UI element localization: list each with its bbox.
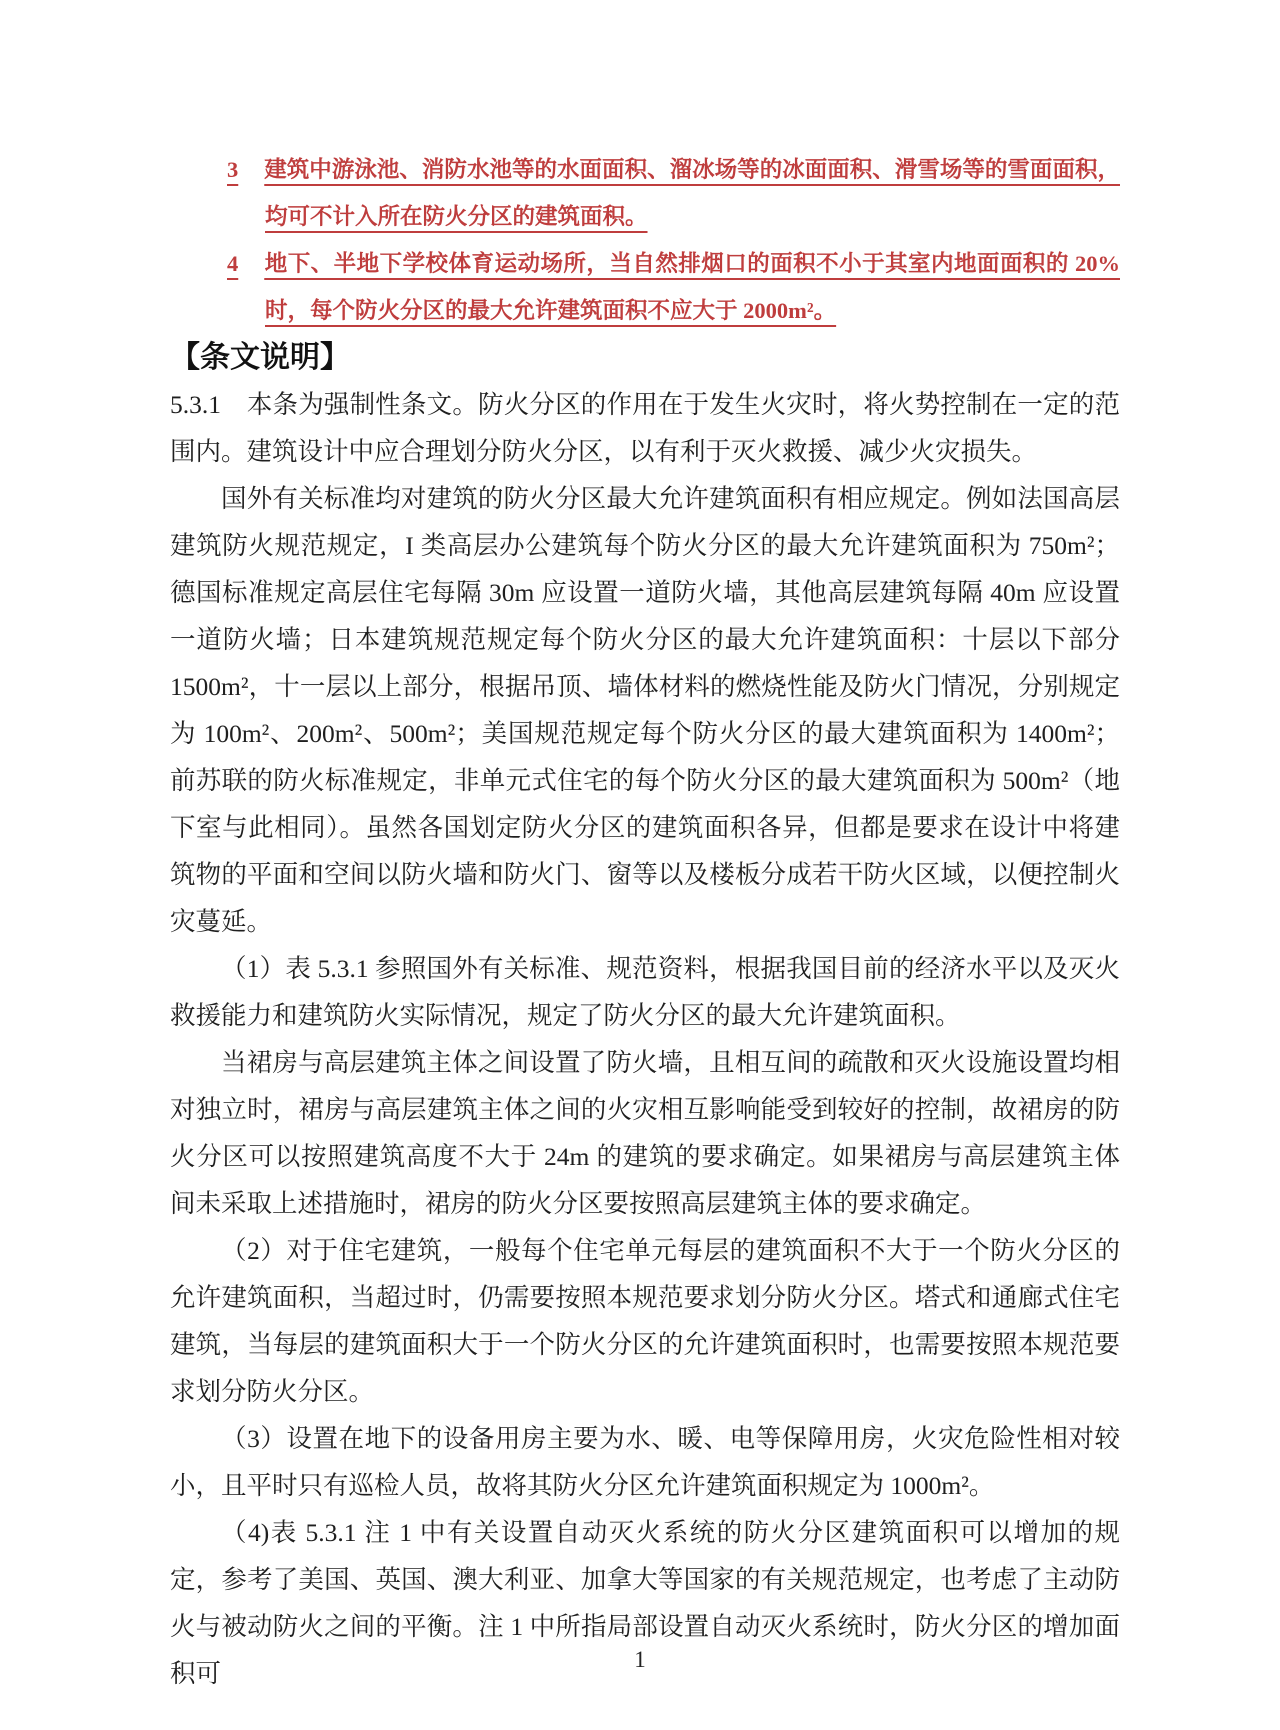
page-number: 1	[634, 1647, 646, 1672]
item-text: 地下、半地下学校体育运动场所，当自然排烟口的面积不小于其室内地面面积的 20%时，每个防火分区的最大允许建筑面积不应大于 2000m²。	[264, 251, 1120, 323]
amendment-item-3	[170, 146, 1120, 240]
clause-paragraph-6: （3）设置在地下的设备用房主要为水、暖、电等保障用房，火灾危险性相对较小，且平时只有巡检人员，故将其防火分区允许建筑面积规定为 1000m²。	[170, 1424, 1120, 1500]
clause-paragraph-5: （2）对于住宅建筑，一般每个住宅单元每层的建筑面积不大于一个防火分区的允许建筑面积，当超过时，仍需要按照本规范要求划分防火分区。塔式和通廊式住宅建筑，当每层的建筑面积大于一个防火分区的允许建筑面积时，也需要按照本规范要求划分防火分区。	[170, 1236, 1120, 1406]
clause-paragraph-3: （1）表 5.3.1 参照国外有关标准、规范资料，根据我国目前的经济水平以及灭火救援能力和建筑防火实际情况，规定了防火分区的最大允许建筑面积。	[170, 954, 1120, 1030]
item-number: 3	[227, 157, 239, 182]
item-number: 4	[227, 251, 239, 276]
item-text: 建筑中游泳池、消防水池等的水面面积、溜冰场等的冰面面积、滑雪场等的雪面面积，均可不计入所在防火分区的建筑面积。	[264, 157, 1120, 229]
amendment-item-4	[170, 240, 1120, 334]
clause-paragraph-7: （4)表 5.3.1 注 1 中有关设置自动灭火系统的防火分区建筑面积可以增加的规定，参考了美国、英国、澳大利亚、加拿大等国家的有关规范规定，也考虑了主动防火与被动防火之间的平衡。注 1 中所指局部设置自动灭火系统时，防火分区的增加面积可	[170, 1518, 1120, 1688]
page-content	[170, 146, 1120, 1697]
clause-paragraph-4: 当裙房与高层建筑主体之间设置了防火墙，且相互间的疏散和灭火设施设置均相对独立时，裙房与高层建筑主体之间的火灾相互影响能受到较好的控制，故裙房的防火分区可以按照建筑高度不大于 24m 的建筑的要求确定。如果裙房与高层建筑主体间未采取上述措施时，裙房的防火分区要按照高层建筑主体的要求确定。	[170, 1048, 1120, 1218]
section-heading-explanation: 【条文说明】	[170, 341, 350, 374]
clause-paragraph-1: 5.3.1 本条为强制性条文。防火分区的作用在于发生火灾时，将火势控制在一定的范围内。建筑设计中应合理划分防火分区，以有利于灭火救援、减少火灾损失。	[170, 390, 1120, 466]
clause-paragraph-2: 国外有关标准均对建筑的防火分区最大允许建筑面积有相应规定。例如法国高层建筑防火规范规定，I 类高层办公建筑每个防火分区的最大允许建筑面积为 750m²；德国标准规定高层住宅每隔 30m 应设置一道防火墙，其他高层建筑每隔 40m 应设置一道防火墙；日本建筑规范规定每个防火分区的最大允许建筑面积：十层以下部分 1500m²，十一层以上部分，根据吊顶、墙体材料的燃烧性能及防火门情况，分别规定为 100m²、200m²、500m²；美国规范规定每个防火分区的最大建筑面积为 1400m²；前苏联的防火标准规定，非单元式住宅的每个防火分区的最大建筑面积为 500m²（地下室与此相同）。虽然各国划定防火分区的建筑面积各异，但都是要求在设计中将建筑物的平面和空间以防火墙和防火门、窗等以及楼板分成若干防火区域，以便控制火灾蔓延。	[170, 484, 1120, 936]
amendment-list	[170, 146, 1120, 334]
